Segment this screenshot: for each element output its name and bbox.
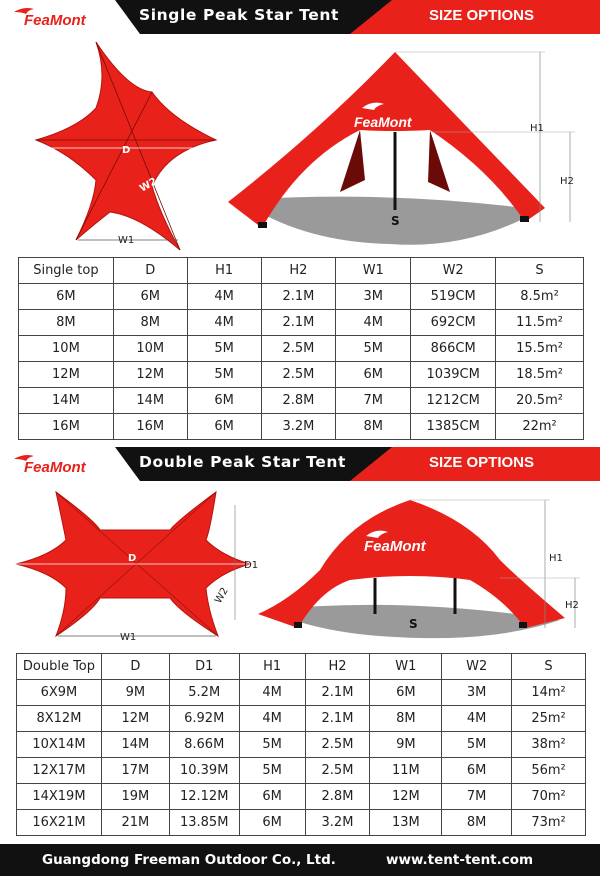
single-spec-table [18, 257, 584, 440]
table-row [17, 758, 586, 784]
svg-text:H1: H1 [549, 553, 563, 564]
svg-text:FeaMont: FeaMont [354, 114, 412, 130]
table-cell: 6M [239, 810, 305, 836]
double-star-topview [16, 492, 258, 643]
table-cell: 692CM [411, 310, 496, 336]
table-cell: 12M [370, 784, 442, 810]
table-cell: 519CM [411, 284, 496, 310]
table-cell: 6M [370, 680, 442, 706]
table-cell: 8X12M [17, 706, 102, 732]
col-header: W1 [370, 654, 442, 680]
table-cell: 21M [101, 810, 169, 836]
col-header: H1 [239, 654, 305, 680]
table-cell: 12M [19, 362, 114, 388]
table-cell: 3.2M [261, 414, 336, 440]
svg-text:S: S [409, 617, 418, 631]
table-cell: 12M [101, 706, 169, 732]
table-cell: 6M [187, 414, 261, 440]
table-cell: 8M [113, 310, 187, 336]
table-cell: 2.1M [261, 310, 336, 336]
table-row [17, 680, 586, 706]
table-cell: 8M [19, 310, 114, 336]
single-banner [0, 0, 600, 34]
table-row [19, 336, 584, 362]
svg-text:H1: H1 [530, 123, 544, 134]
table-row [19, 284, 584, 310]
col-header: H2 [305, 654, 370, 680]
table-cell: 5M [336, 336, 411, 362]
table-cell: 6M [442, 758, 512, 784]
table-cell: 5M [239, 758, 305, 784]
double-spec-table [16, 653, 586, 836]
col-header: H1 [187, 258, 261, 284]
table-cell: 38m² [512, 732, 586, 758]
single-tent-diagram [0, 34, 600, 254]
table-cell: 5M [442, 732, 512, 758]
table-cell: 9M [101, 680, 169, 706]
table-cell: 14M [113, 388, 187, 414]
table-cell: 8M [370, 706, 442, 732]
svg-text:W2: W2 [138, 176, 160, 195]
table-cell: 2.5M [305, 732, 370, 758]
table-cell: 13.85M [169, 810, 239, 836]
table-row [17, 732, 586, 758]
table-cell: 10.39M [169, 758, 239, 784]
table-cell: 56m² [512, 758, 586, 784]
double-size-options: SIZE OPTIONS [428, 454, 534, 471]
svg-text:D: D [128, 553, 137, 564]
table-cell: 2.1M [305, 706, 370, 732]
table-cell: 5M [239, 732, 305, 758]
table-cell: 3M [336, 284, 411, 310]
single-star-sideview [228, 52, 575, 245]
single-title: Single Peak Star Tent [139, 6, 340, 24]
table-cell: 2.5M [261, 362, 336, 388]
table-cell: 17M [101, 758, 169, 784]
table-cell: 22m² [496, 414, 584, 440]
svg-text:H2: H2 [565, 600, 579, 611]
table-cell: 1039CM [411, 362, 496, 388]
table-cell: 14M [101, 732, 169, 758]
table-cell: 10X14M [17, 732, 102, 758]
table-cell: 13M [370, 810, 442, 836]
table-row [19, 362, 584, 388]
col-header: Single top [19, 258, 114, 284]
table-cell: 8.66M [169, 732, 239, 758]
table-cell: 2.5M [305, 758, 370, 784]
table-cell: 866CM [411, 336, 496, 362]
table-cell: 6M [187, 388, 261, 414]
table-cell: 5.2M [169, 680, 239, 706]
table-cell: 4M [442, 706, 512, 732]
table-cell: 5M [187, 362, 261, 388]
table-row [19, 388, 584, 414]
col-header: D [101, 654, 169, 680]
table-row [17, 784, 586, 810]
double-tent-diagram [0, 481, 600, 651]
table-cell: 12X17M [17, 758, 102, 784]
table-cell: 14m² [512, 680, 586, 706]
table-cell: 14M [19, 388, 114, 414]
table-cell: 12.12M [169, 784, 239, 810]
table-cell: 8.5m² [496, 284, 584, 310]
single-star-topview [36, 42, 216, 250]
table-cell: 16M [19, 414, 114, 440]
table-cell: 70m² [512, 784, 586, 810]
svg-text:D: D [122, 145, 131, 156]
table-cell: 16X21M [17, 810, 102, 836]
table-cell: 1212CM [411, 388, 496, 414]
double-banner [0, 447, 600, 481]
table-cell: 10M [113, 336, 187, 362]
col-header: W1 [336, 258, 411, 284]
col-header: D [113, 258, 187, 284]
footer-bar [0, 844, 600, 876]
table-cell: 5M [187, 336, 261, 362]
svg-text:W1: W1 [118, 235, 135, 246]
col-header: H2 [261, 258, 336, 284]
table-cell: 2.1M [305, 680, 370, 706]
double-title: Double Peak Star Tent [139, 453, 347, 471]
double-table-header [17, 654, 586, 680]
svg-text:H2: H2 [560, 176, 574, 187]
single-table-header [19, 258, 584, 284]
table-cell: 15.5m² [496, 336, 584, 362]
table-cell: 3M [442, 680, 512, 706]
svg-text:FeaMont: FeaMont [364, 538, 426, 555]
table-cell: 10M [19, 336, 114, 362]
single-size-options: SIZE OPTIONS [428, 7, 534, 24]
table-cell: 9M [370, 732, 442, 758]
table-cell: 4M [187, 310, 261, 336]
table-cell: 4M [336, 310, 411, 336]
col-header: D1 [169, 654, 239, 680]
col-header: S [496, 258, 584, 284]
table-cell: 16M [113, 414, 187, 440]
table-row [17, 810, 586, 836]
company-name: Guangdong Freeman Outdoor Co., Ltd. [42, 852, 336, 868]
table-cell: 8M [336, 414, 411, 440]
table-cell: 11.5m² [496, 310, 584, 336]
table-cell: 2.8M [261, 388, 336, 414]
table-cell: 14X19M [17, 784, 102, 810]
website-link[interactable]: www.tent-tent.com [386, 852, 534, 868]
table-cell: 19M [101, 784, 169, 810]
svg-text:W1: W1 [120, 632, 137, 643]
table-cell: 73m² [512, 810, 586, 836]
table-cell: 6X9M [17, 680, 102, 706]
table-cell: 12M [113, 362, 187, 388]
table-cell: 2.8M [305, 784, 370, 810]
table-cell: 2.1M [261, 284, 336, 310]
table-row [19, 310, 584, 336]
table-row [17, 706, 586, 732]
table-cell: 11M [370, 758, 442, 784]
col-header: S [512, 654, 586, 680]
svg-text:FeaMont: FeaMont [24, 12, 86, 29]
double-star-sideview [258, 500, 580, 638]
table-cell: 8M [442, 810, 512, 836]
table-cell: 18.5m² [496, 362, 584, 388]
table-cell: 6M [113, 284, 187, 310]
table-cell: 6M [19, 284, 114, 310]
table-cell: 4M [239, 680, 305, 706]
table-cell: 6M [239, 784, 305, 810]
table-cell: 20.5m² [496, 388, 584, 414]
col-header: Double Top [17, 654, 102, 680]
table-cell: 7M [442, 784, 512, 810]
svg-text:W2: W2 [213, 585, 231, 606]
feamont-logo [10, 4, 110, 30]
svg-text:D1: D1 [244, 560, 259, 571]
col-header: W2 [411, 258, 496, 284]
table-cell: 1385CM [411, 414, 496, 440]
table-cell: 4M [239, 706, 305, 732]
table-cell: 3.2M [305, 810, 370, 836]
svg-text:S: S [391, 214, 400, 228]
table-cell: 6.92M [169, 706, 239, 732]
table-cell: 6M [336, 362, 411, 388]
table-cell: 7M [336, 388, 411, 414]
table-cell: 25m² [512, 706, 586, 732]
table-cell: 4M [187, 284, 261, 310]
feamont-logo [10, 451, 110, 477]
svg-text:FeaMont: FeaMont [24, 459, 86, 476]
table-cell: 2.5M [261, 336, 336, 362]
table-row [19, 414, 584, 440]
col-header: W2 [442, 654, 512, 680]
